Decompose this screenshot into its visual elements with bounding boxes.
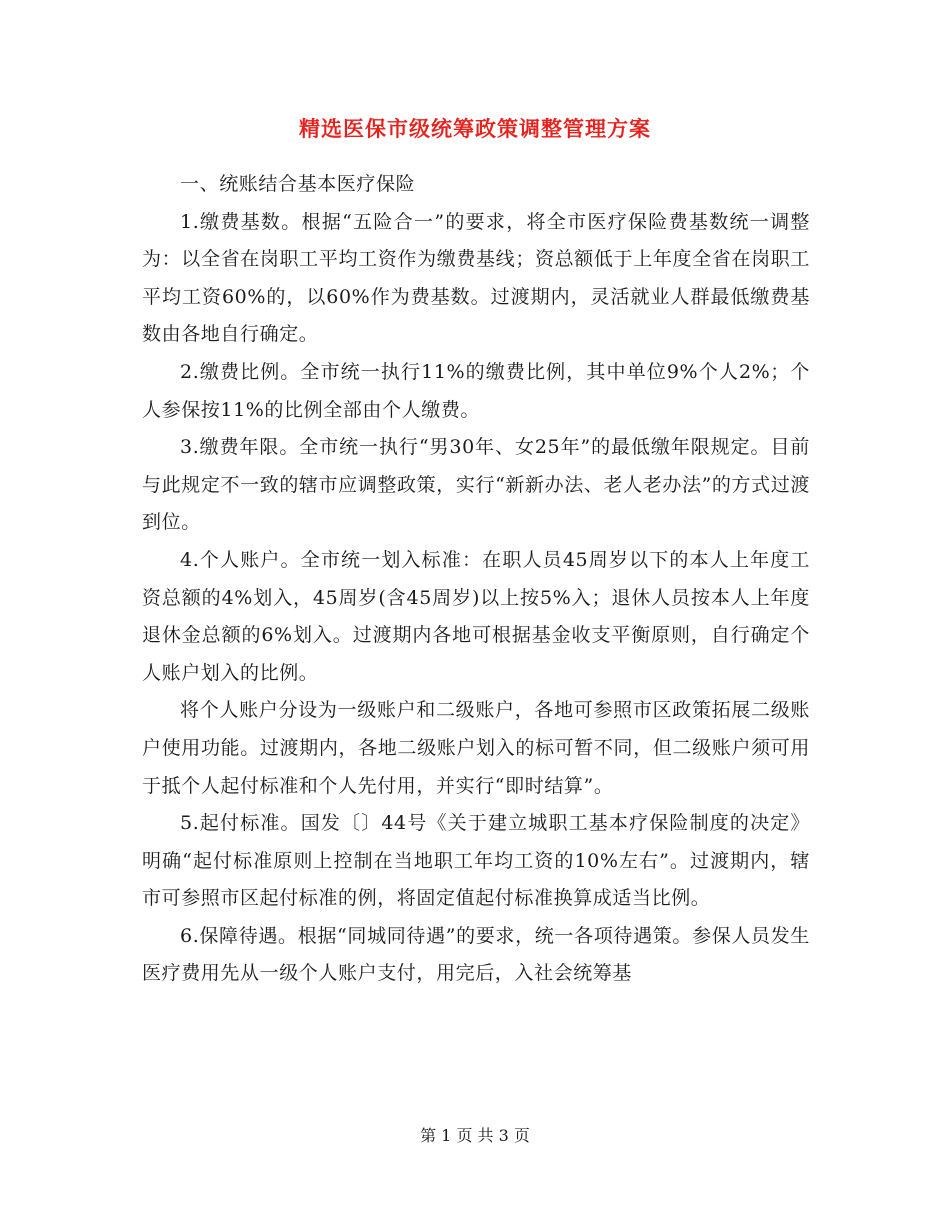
section-heading: 一、统账结合基本医疗保险 xyxy=(180,173,416,195)
document-body xyxy=(142,166,810,993)
paragraph-account-tiers: 将个人账户分设为一级账户和二级账户，各地可参照市区政策拓展二级账户使用功能。过渡期内，各地二级账户划入的标可暂不同，但二级账户须可用于抵个人起付标准和个人先付用，并实行“即时结算”。 xyxy=(142,699,810,797)
page-footer: 第 1 页 共 3 页 xyxy=(420,1126,530,1145)
paragraph-contribution-base: 1.缴费基数。根据“五险合一”的要求，将全市医疗保险费基数统一调整为：以全省在岗职工平均工资作为缴费基线；资总额低于上年度全省在岗职工平均工资60%的，以60%作为费基数。过渡期内，灵活就业人群最低缴费基数由各地自行确定。 xyxy=(142,210,810,346)
paragraph-contribution-years: 3.缴费年限。全市统一执行“男30年、女25年”的最低缴年限规定。目前与此规定不一致的辖市应调整政策，实行“新新办法、老人老办法”的方式过渡到位。 xyxy=(142,436,810,534)
paragraph-contribution-ratio: 2.缴费比例。全市统一执行11%的缴费比例，其中单位9%个人2%；个人参保按11%的比例全部由个人缴费。 xyxy=(142,360,810,421)
paragraph-benefits: 6.保障待遇。根据“同城同待遇”的要求，统一各项待遇策。参保人员发生医疗费用先从一级个人账户支付，用完后，入社会统筹基 xyxy=(142,924,810,985)
paragraph-deductible: 5.起付标准。国发〔〕44号《关于建立城职工基本疗保险制度的决定》明确“起付标准原则上控制在当地职工年均工资的10%左右”。过渡期内，辖市可参照市区起付标准的例，将固定值起付标准换算成适当比例。 xyxy=(142,812,810,910)
document-title: 精选医保市级统筹政策调整管理方案 xyxy=(299,116,651,141)
paragraph-personal-account: 4.个人账户。全市统一划入标准：在职人员45周岁以下的本人上年度工资总额的4%划入，45周岁(含45周岁)以上按5%入；退休人员按本人上年度退休金总额的6%划入。过渡期内各地可根据基金收支平衡原则，自行确定个人账户划入的比例。 xyxy=(142,548,810,684)
